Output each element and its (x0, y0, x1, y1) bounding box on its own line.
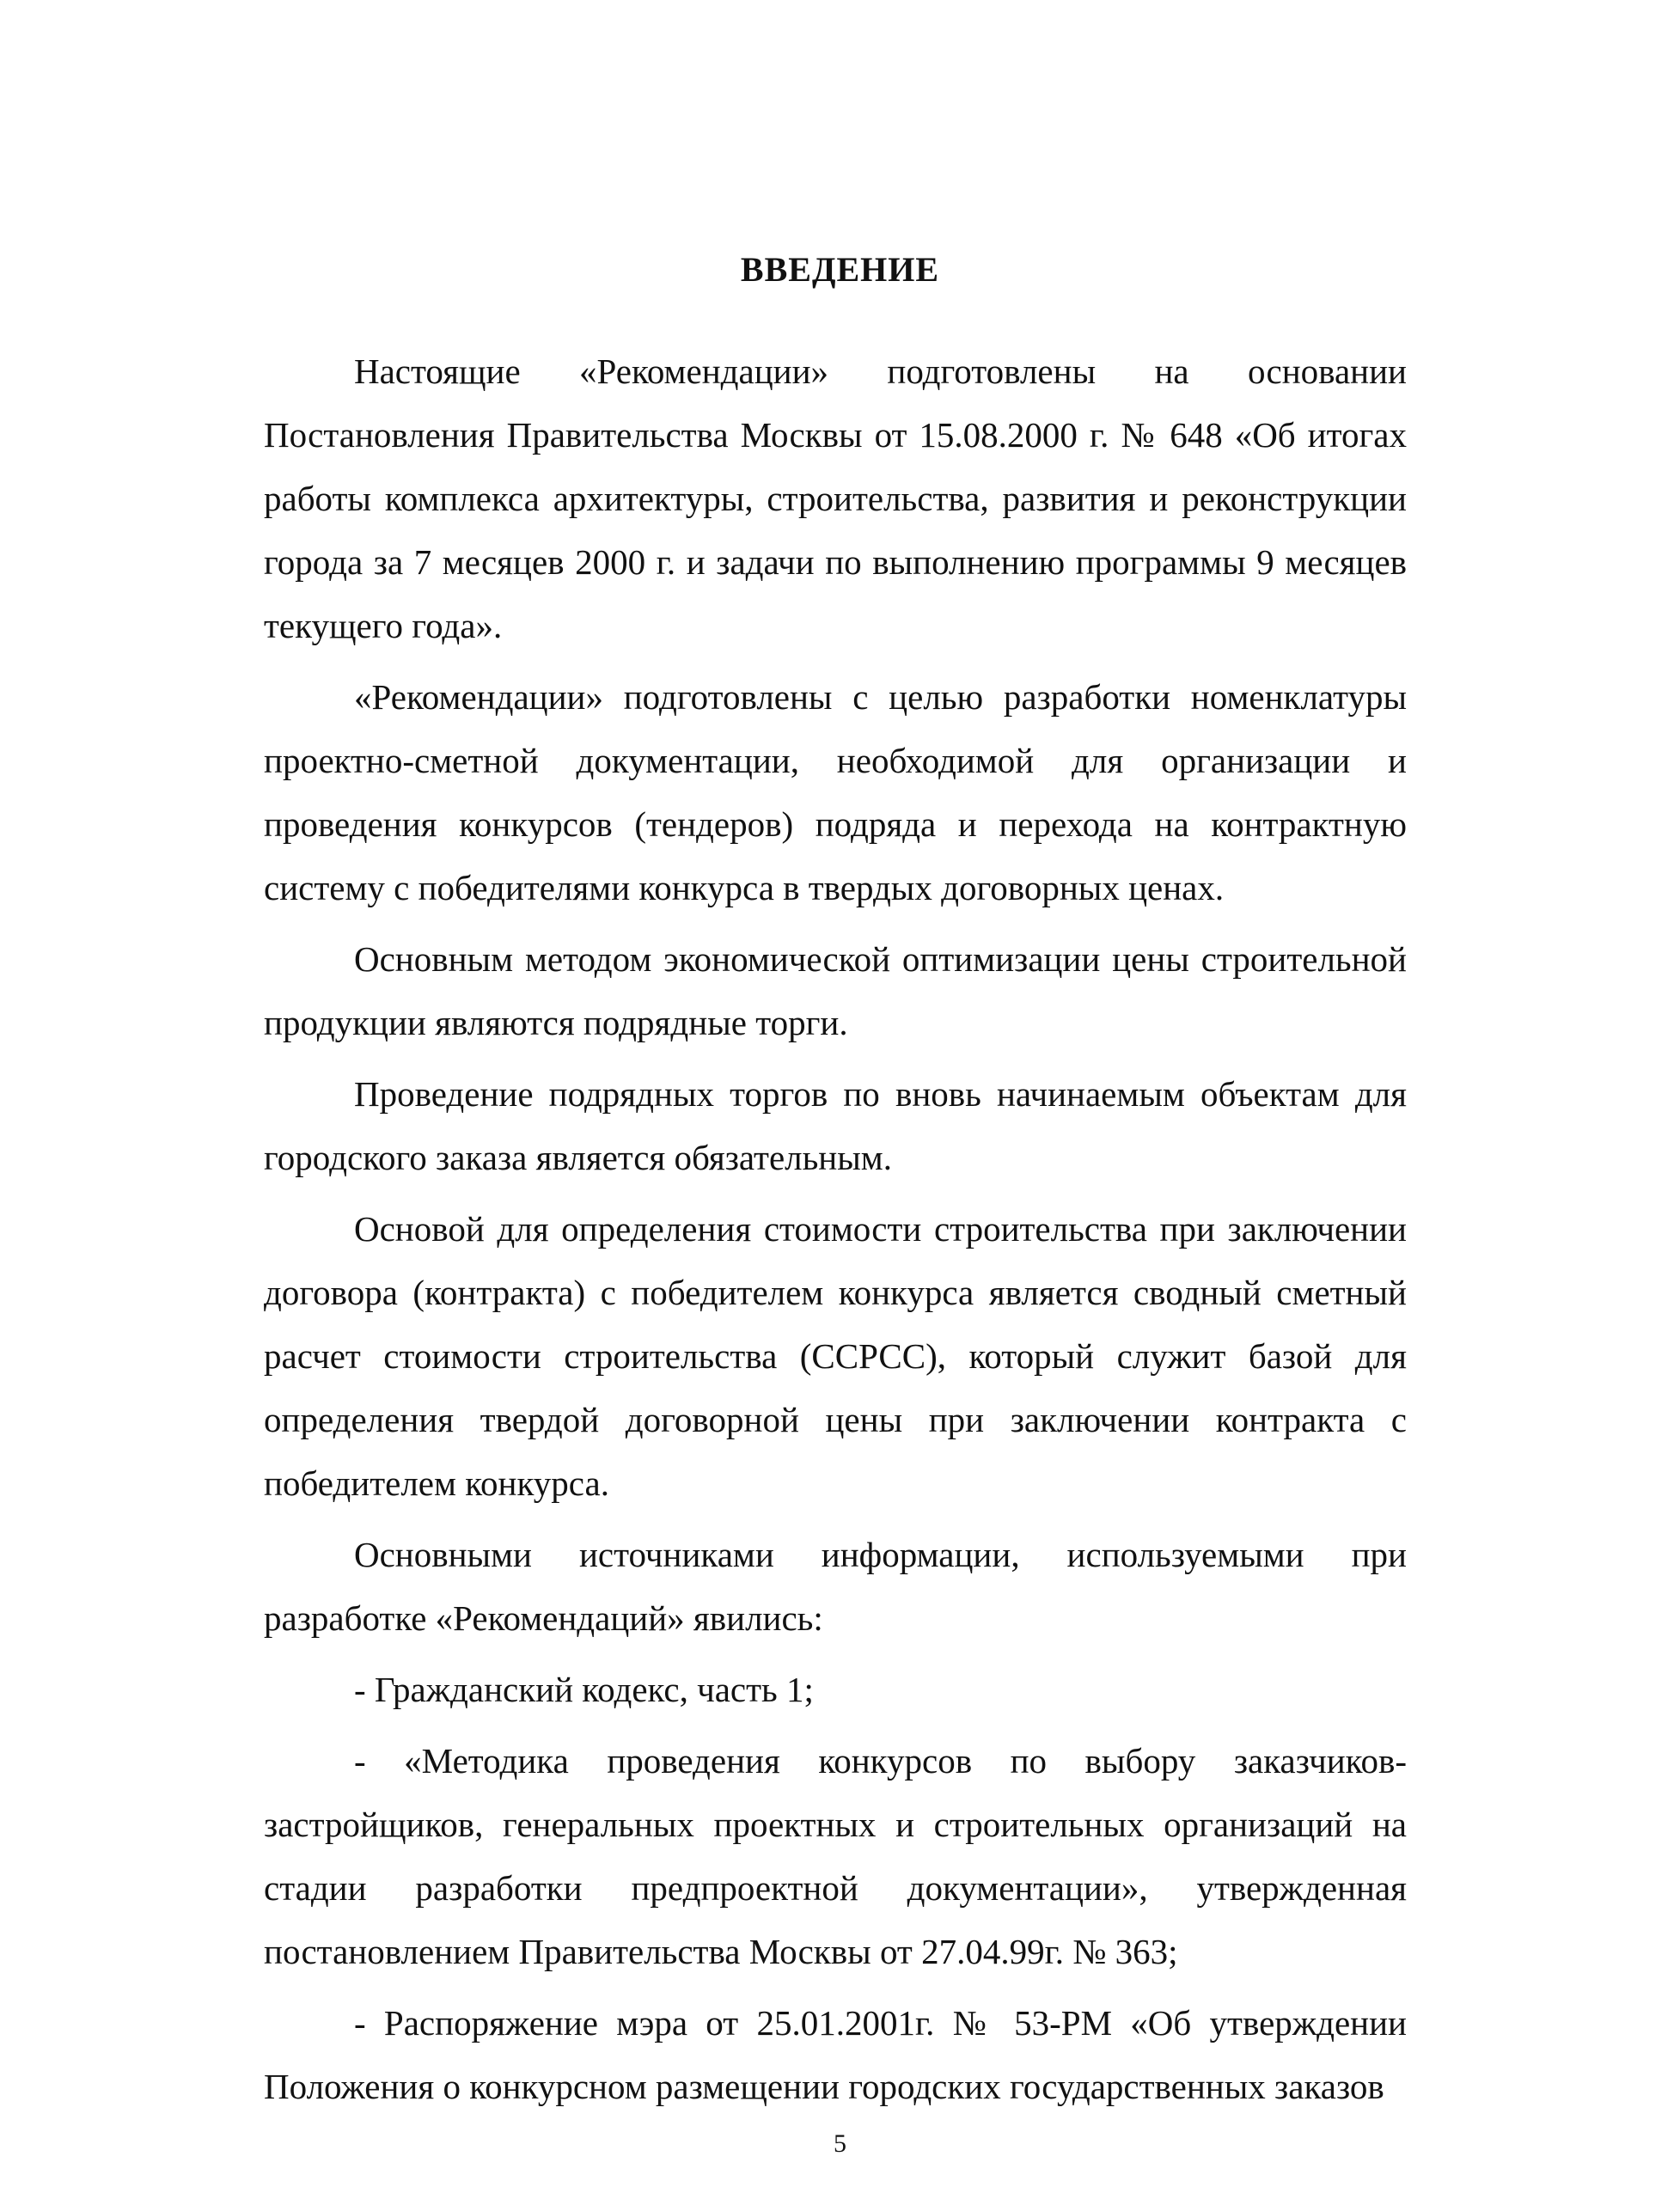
list-item-mayor-order: - Распоряжение мэра от 25.01.2001г. № 53-РМ «Об утверждении Положения о конкурсном размещении городских государственных заказов (264, 2003, 1407, 2106)
page-number: 5 (834, 2129, 846, 2158)
paragraph-obligation: Проведение подрядных торгов по вновь начинаемым объектам для городского заказа является обязательным. (264, 1074, 1407, 1177)
paragraph-intro: Настоящие «Рекомендации» подготовлены на основании Постановления Правительства Москвы от 15.08.2000 г. № 648 «Об итогах работы комплекса архитектуры, строительства, развития и реконструкции города за 7 месяцев 2000 г. и задачи по выполнению программы 9 месяцев текущего года». (264, 351, 1407, 645)
paragraph-cost-basis: Основой для определения стоимости строительства при заключении договора (контракта) с победителем конкурса является сводный сметный расчет стоимости строительства (ССРСС), который служит базой для определения твердой договорной цены при заключении контракта с победителем конкурса. (264, 1209, 1407, 1503)
paragraph-method: Основным методом экономической оптимизации цены строительной продукции являются подрядные торги. (264, 939, 1407, 1042)
page-title: ВВЕДЕНИЕ (740, 250, 940, 289)
body-text (264, 339, 1407, 2118)
list-item-methodology: - «Методика проведения конкурсов по выбору заказчиков-застройщиков, генеральных проектных и строительных организаций на стадии разработки предпроектной документации», утвержденная постановлением Правительства Москвы от 27.04.99г. № 363; (264, 1741, 1407, 1971)
paragraph-sources: Основными источниками информации, используемыми при разработке «Рекомендаций» явились: (264, 1535, 1407, 1638)
paragraph-purpose: «Рекомендации» подготовлены с целью разработки номенклатуры проектно-сметной документации, необходимой для организации и проведения конкурсов (тендеров) подряда и перехода на контрактную систему с победителями конкурса в твердых договорных ценах. (264, 677, 1407, 907)
list-item-civil-code: - Гражданский кодекс, часть 1; (354, 1670, 814, 1709)
